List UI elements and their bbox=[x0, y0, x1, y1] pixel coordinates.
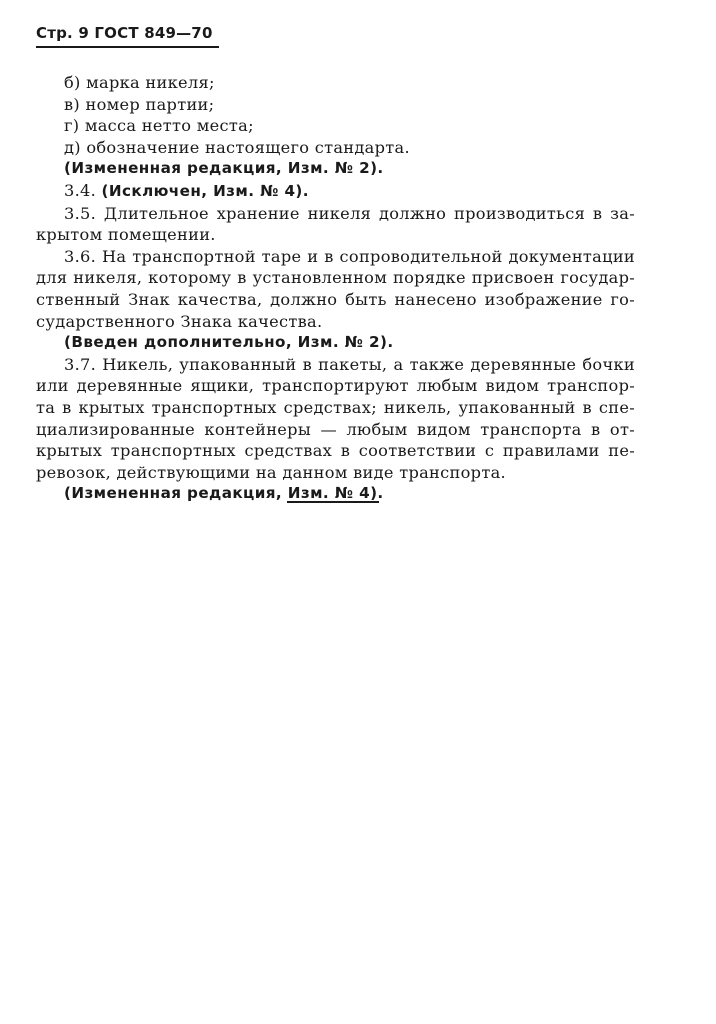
section-3-6 bbox=[36, 246, 635, 332]
paragraph-line: 3.7. Никель, упакованный в пакеты, а также деревянные бочки bbox=[64, 354, 635, 374]
paragraph-line: ревозок, действующими на данном виде транспорта. bbox=[36, 462, 506, 482]
amendment-note: (Введен дополнительно, Изм. № 2). bbox=[64, 333, 394, 352]
section-excluded-note: (Исключен, Изм. № 4). bbox=[101, 181, 309, 200]
list-item: б) марка никеля; bbox=[64, 73, 215, 92]
paragraph-line: или деревянные ящики, транспортируют любым видом транспор- bbox=[36, 376, 635, 396]
list-item: г) масса нетто места; bbox=[64, 116, 254, 136]
paragraph-line: 3.6. На транспортной таре и в сопроводительной документации bbox=[64, 246, 635, 266]
amendment-note: (Измененная редакция, Изм. № 2). bbox=[64, 159, 384, 178]
paragraph-line: крытых транспортных средствах в соответствии с правилами пе- bbox=[36, 441, 635, 461]
section-3-4 bbox=[64, 180, 635, 203]
paragraph-line: ственный Знак качества, должно быть нанесено изображение го- bbox=[36, 289, 635, 309]
paragraph-line: 3.5. Длительное хранение никеля должно производиться в за- bbox=[64, 203, 635, 223]
page-header: Стр. 9 ГОСТ 849—70 bbox=[36, 24, 213, 42]
document-body bbox=[36, 72, 635, 505]
list-item: д) обозначение настоящего стандарта. bbox=[64, 137, 410, 157]
paragraph-line: циализированные контейнеры — любым видом транспорта в от- bbox=[36, 419, 635, 439]
amendment-note: (Измененная редакция, Изм. № 4). bbox=[64, 484, 384, 503]
paragraph-line: сударственного Знака качества. bbox=[36, 311, 323, 331]
end-of-section-rule bbox=[287, 501, 379, 503]
list-item: в) номер партии; bbox=[64, 94, 215, 114]
paragraph-line: крытом помещении. bbox=[36, 225, 216, 245]
section-3-7 bbox=[36, 354, 635, 484]
section-number: 3.4. bbox=[64, 180, 97, 200]
section-3-5 bbox=[36, 203, 635, 246]
header-rule bbox=[36, 46, 219, 48]
paragraph-line: для никеля, которому в установленном порядке присвоен государ- bbox=[36, 268, 635, 288]
paragraph-line: та в крытых транспортных средствах; никель, упакованный в спе- bbox=[36, 397, 635, 417]
